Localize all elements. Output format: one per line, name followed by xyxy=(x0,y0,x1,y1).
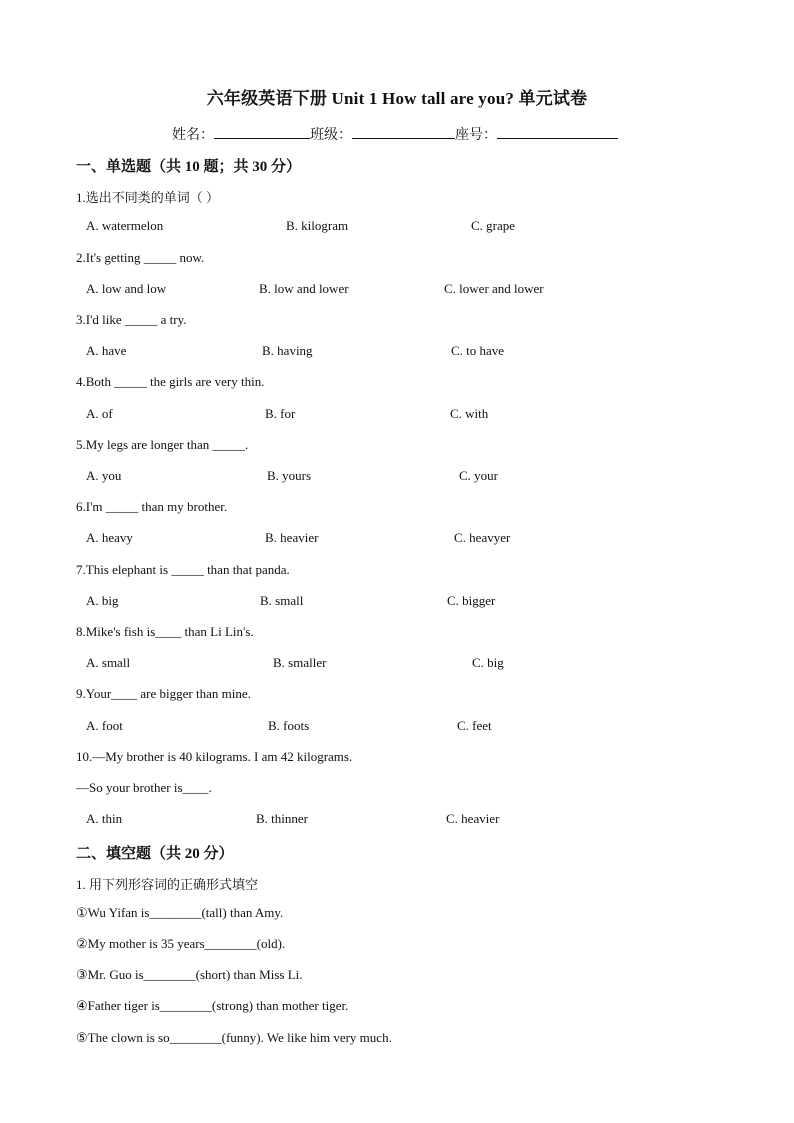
student-info-line xyxy=(172,124,618,144)
fill-blank-item-4[interactable]: ④Father tiger is________(strong) than mother tiger. xyxy=(76,998,349,1013)
name-label: 姓名： xyxy=(172,128,214,143)
question-6-stem: 6.I'm _____ than my brother. xyxy=(76,499,228,514)
question-10-option-c[interactable]: C. heavier xyxy=(446,811,500,826)
question-8-option-a[interactable]: A. small xyxy=(86,655,131,670)
question-4-option-c[interactable]: C. with xyxy=(450,406,489,421)
section-1-heading: 一、单选题（共 10 题；共 30 分） xyxy=(76,159,302,175)
question-10-stem: 10.—My brother is 40 kilograms. I am 42 kilograms. xyxy=(76,749,353,764)
question-2-option-c[interactable]: C. lower and lower xyxy=(444,281,544,296)
class-blank xyxy=(352,124,455,139)
question-4-stem: 4.Both _____ the girls are very thin. xyxy=(76,374,265,389)
question-4-option-a[interactable]: A. of xyxy=(86,406,113,421)
exam-title: 六年级英语下册 Unit 1 How tall are you? 单元试卷 xyxy=(206,89,588,108)
fill-blank-item-3[interactable]: ③Mr. Guo is________(short) than Miss Li. xyxy=(76,967,303,982)
question-3-option-a[interactable]: A. have xyxy=(86,343,127,358)
question-9-option-b[interactable]: B. foots xyxy=(268,718,310,733)
question-5-option-a[interactable]: A. you xyxy=(86,468,122,483)
question-8-option-c[interactable]: C. big xyxy=(472,655,504,670)
seat-label: 座号： xyxy=(455,128,497,143)
fill-blank-instruction: 1. 用下列形容词的正确形式填空 xyxy=(76,877,259,892)
question-5-option-c[interactable]: C. your xyxy=(459,468,498,483)
fill-blank-item-2[interactable]: ②My mother is 35 years________(old). xyxy=(76,936,286,951)
question-9-option-c[interactable]: C. feet xyxy=(457,718,492,733)
question-7-option-c[interactable]: C. bigger xyxy=(447,593,496,608)
question-10-option-b[interactable]: B. thinner xyxy=(256,811,308,826)
question-2-stem: 2.It's getting _____ now. xyxy=(76,250,205,265)
question-8-stem: 8.Mike's fish is____ than Li Lin's. xyxy=(76,624,254,639)
class-label: 班级： xyxy=(310,128,352,143)
question-9-stem: 9.Your____ are bigger than mine. xyxy=(76,686,251,701)
section-2-heading: 二、填空题（共 20 分） xyxy=(76,846,234,862)
question-4-option-b[interactable]: B. for xyxy=(265,406,296,421)
question-2-option-a[interactable]: A. low and low xyxy=(86,281,167,296)
question-8-option-b[interactable]: B. smaller xyxy=(273,655,327,670)
question-6-option-c[interactable]: C. heavyer xyxy=(454,530,511,545)
question-6-option-a[interactable]: A. heavy xyxy=(86,530,133,545)
question-1-option-b[interactable]: B. kilogram xyxy=(286,218,349,233)
question-2-option-b[interactable]: B. low and lower xyxy=(259,281,349,296)
question-5-option-b[interactable]: B. yours xyxy=(267,468,312,483)
question-10-stem-continued: —So your brother is____. xyxy=(76,780,212,795)
question-5-stem: 5.My legs are longer than _____. xyxy=(76,437,249,452)
question-7-option-a[interactable]: A. big xyxy=(86,593,119,608)
seat-blank xyxy=(497,124,618,139)
question-1-option-a[interactable]: A. watermelon xyxy=(86,218,164,233)
fill-blank-item-5[interactable]: ⑤The clown is so________(funny). We like him very much. xyxy=(76,1030,392,1045)
fill-blank-item-1[interactable]: ①Wu Yifan is________(tall) than Amy. xyxy=(76,905,284,920)
question-3-stem: 3.I'd like _____ a try. xyxy=(76,312,187,327)
question-7-stem: 7.This elephant is _____ than that panda. xyxy=(76,562,290,577)
question-9-option-a[interactable]: A. foot xyxy=(86,718,123,733)
question-3-option-b[interactable]: B. having xyxy=(262,343,313,358)
question-3-option-c[interactable]: C. to have xyxy=(451,343,505,358)
question-1-option-c[interactable]: C. grape xyxy=(471,218,516,233)
question-10-option-a[interactable]: A. thin xyxy=(86,811,123,826)
question-7-option-b[interactable]: B. small xyxy=(260,593,304,608)
question-1-stem: 1.选出不同类的单词（ ） xyxy=(76,190,220,205)
question-6-option-b[interactable]: B. heavier xyxy=(265,530,319,545)
name-blank xyxy=(214,124,310,139)
